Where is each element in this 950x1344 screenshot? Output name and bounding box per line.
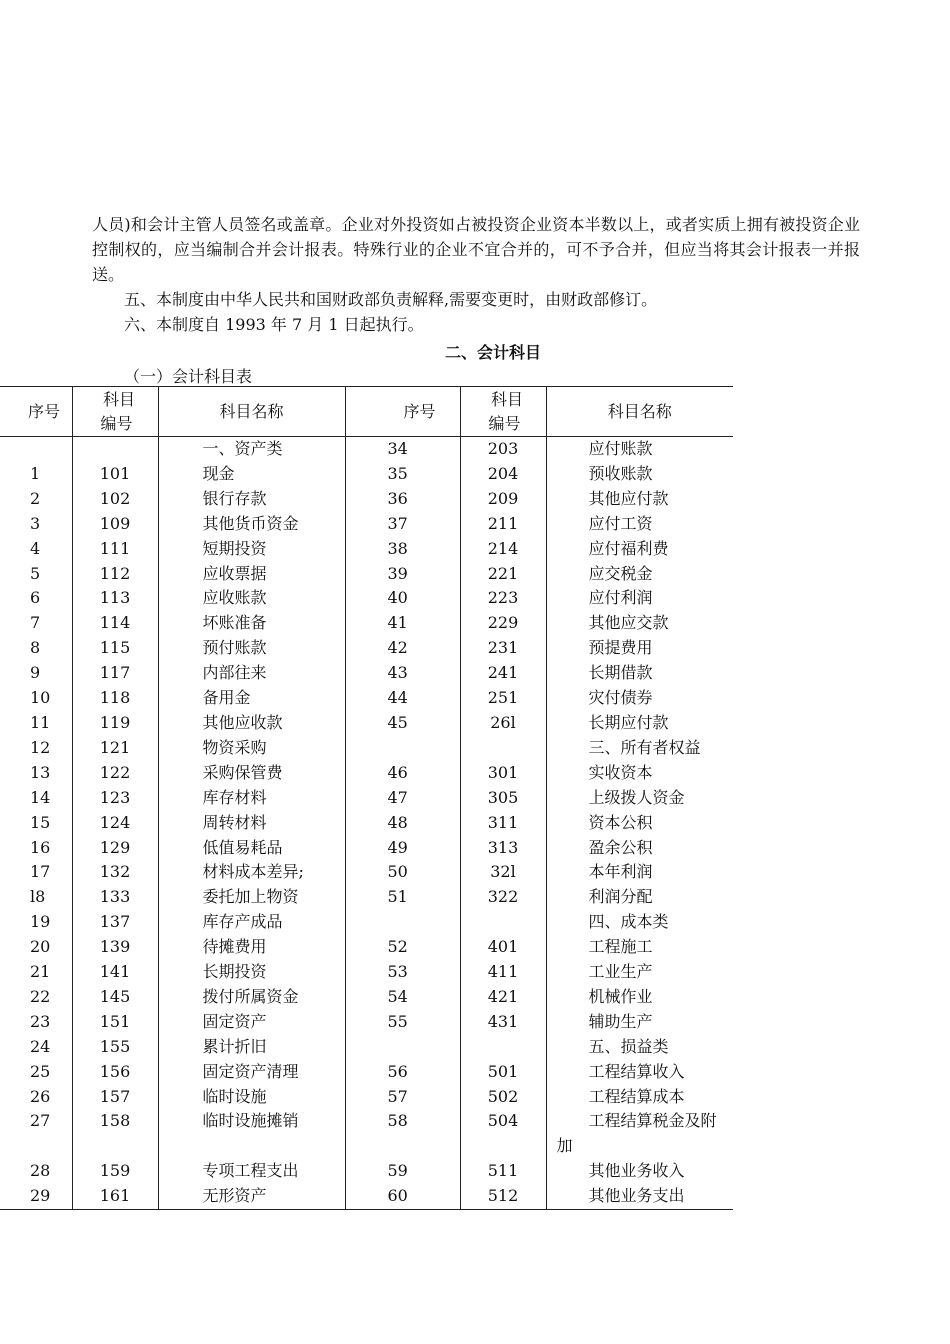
cell-code-2: 229 bbox=[460, 611, 546, 636]
cell-name: 坏账准备 bbox=[158, 611, 345, 636]
cell-seq-2: 51 bbox=[345, 885, 460, 910]
table-row bbox=[0, 1159, 733, 1184]
cell-code-2: 204 bbox=[460, 462, 546, 487]
cell-code: 109 bbox=[72, 512, 158, 537]
cell-name-2: 上级拨人资金 bbox=[546, 786, 733, 811]
cell-code-2: 26l bbox=[460, 711, 546, 736]
cell-name: 固定资产 bbox=[158, 1010, 345, 1035]
cell-seq-2: 40 bbox=[345, 586, 460, 611]
cell-seq-2: 47 bbox=[345, 786, 460, 811]
table-row bbox=[0, 1109, 733, 1159]
cell-seq: 20 bbox=[30, 937, 51, 957]
cell-seq: 27 bbox=[30, 1111, 51, 1131]
cell-code-2: 223 bbox=[460, 586, 546, 611]
cell-name-2: 机械作业 bbox=[546, 985, 733, 1010]
cell-name: 长期投资 bbox=[158, 960, 345, 985]
table-row bbox=[0, 686, 733, 711]
cell-code: 117 bbox=[72, 661, 158, 686]
cell-code: 159 bbox=[72, 1159, 158, 1184]
header-code-2 bbox=[460, 387, 546, 437]
cell-name: 采购保管费 bbox=[158, 761, 345, 786]
cell-code-2: 502 bbox=[460, 1085, 546, 1110]
cell-code: 124 bbox=[72, 811, 158, 836]
cell-code-2: 421 bbox=[460, 985, 546, 1010]
cell-name: 拨付所属资金 bbox=[158, 985, 345, 1010]
cell-name: 库存材料 bbox=[158, 786, 345, 811]
cell-name-2-line1: 工程结算税金及附 bbox=[588, 1111, 717, 1131]
cell-seq: 17 bbox=[30, 862, 51, 882]
cell-code-2: 411 bbox=[460, 960, 546, 985]
cell-seq-2 bbox=[345, 910, 460, 935]
cell-code bbox=[72, 437, 158, 462]
table-row bbox=[0, 761, 733, 786]
table-row bbox=[0, 786, 733, 811]
cell-code-2: 504 bbox=[460, 1109, 546, 1159]
cell-name-2: 灾付债券 bbox=[546, 686, 733, 711]
cell-seq: 19 bbox=[30, 912, 51, 932]
cell-code-2: 251 bbox=[460, 686, 546, 711]
cell-name: 待摊费用 bbox=[158, 935, 345, 960]
table-row bbox=[0, 736, 733, 761]
cell-name: 低值易耗品 bbox=[158, 836, 345, 861]
header-code2-line1: 科目 bbox=[490, 389, 523, 409]
cell-name: 委托加上物资 bbox=[158, 885, 345, 910]
body-paragraph-2: 五、本制度由中华人民共和国财政部负责解释,需要变更时，由财政部修订。 bbox=[124, 290, 658, 309]
cell-code: 156 bbox=[72, 1060, 158, 1085]
header-name: 科目名称 bbox=[158, 387, 345, 437]
cell-code-2: 313 bbox=[460, 836, 546, 861]
cell-name: 物资采购 bbox=[158, 736, 345, 761]
cell-code: 123 bbox=[72, 786, 158, 811]
cell-code: 155 bbox=[72, 1035, 158, 1060]
cell-code-2 bbox=[460, 736, 546, 761]
table-row bbox=[0, 512, 733, 537]
cell-code: 122 bbox=[72, 761, 158, 786]
cell-code: 145 bbox=[72, 985, 158, 1010]
cell-seq: 7 bbox=[30, 613, 41, 633]
cell-seq: 9 bbox=[30, 663, 41, 683]
table-row bbox=[0, 860, 733, 885]
cell-seq: 22 bbox=[30, 986, 51, 1006]
cell-name-2: 工程结算成本 bbox=[546, 1085, 733, 1110]
cell-seq: 24 bbox=[30, 1036, 51, 1056]
cell-code: 101 bbox=[72, 462, 158, 487]
cell-seq-2: 45 bbox=[345, 711, 460, 736]
table-row bbox=[0, 537, 733, 562]
cell-code-2: 311 bbox=[460, 811, 546, 836]
cell-code: 137 bbox=[72, 910, 158, 935]
table-caption: （一）会计科目表 bbox=[124, 367, 253, 386]
cell-code: 141 bbox=[72, 960, 158, 985]
cell-code-2: 209 bbox=[460, 487, 546, 512]
cell-name-2: 应付福利费 bbox=[546, 537, 733, 562]
cell-name: 应收票据 bbox=[158, 562, 345, 587]
cell-name-2: 应付账款 bbox=[546, 437, 733, 462]
cell-code-2: 431 bbox=[460, 1010, 546, 1035]
cell-seq-2: 41 bbox=[345, 611, 460, 636]
cell-code-2: 211 bbox=[460, 512, 546, 537]
cell-name-2: 工程施工 bbox=[546, 935, 733, 960]
table-row bbox=[0, 1035, 733, 1060]
table-row bbox=[0, 1085, 733, 1110]
cell-seq: 1 bbox=[30, 463, 41, 483]
cell-code: 102 bbox=[72, 487, 158, 512]
cell-code: 129 bbox=[72, 836, 158, 861]
cell-code: 118 bbox=[72, 686, 158, 711]
cell-seq: 14 bbox=[30, 787, 51, 807]
cell-name: 内部往来 bbox=[158, 661, 345, 686]
cell-name: 累计折旧 bbox=[158, 1035, 345, 1060]
header-code-line1: 科目 bbox=[102, 389, 135, 409]
table-header-row bbox=[0, 387, 733, 437]
cell-seq: 28 bbox=[30, 1161, 51, 1181]
cell-code: 151 bbox=[72, 1010, 158, 1035]
cell-seq: 16 bbox=[30, 837, 51, 857]
table-row bbox=[0, 885, 733, 910]
cell-seq-2: 36 bbox=[345, 487, 460, 512]
cell-code-2: 511 bbox=[460, 1159, 546, 1184]
cell-seq: 12 bbox=[30, 737, 51, 757]
table-row bbox=[0, 985, 733, 1010]
cell-seq-2: 57 bbox=[345, 1085, 460, 1110]
table-row bbox=[0, 611, 733, 636]
cell-code-2: 214 bbox=[460, 537, 546, 562]
cell-name-2: 三、所有者权益 bbox=[546, 736, 733, 761]
cell-name: 一、资产类 bbox=[158, 437, 345, 462]
cell-seq-2: 34 bbox=[345, 437, 460, 462]
cell-name-2: 预收账款 bbox=[546, 462, 733, 487]
cell-seq-2 bbox=[345, 736, 460, 761]
table-row bbox=[0, 836, 733, 861]
cell-code-2: 305 bbox=[460, 786, 546, 811]
cell-name: 现金 bbox=[158, 462, 345, 487]
cell-code: 132 bbox=[72, 860, 158, 885]
table-row bbox=[0, 487, 733, 512]
table-row bbox=[0, 1184, 733, 1209]
cell-name: 短期投资 bbox=[158, 537, 345, 562]
cell-code: 121 bbox=[72, 736, 158, 761]
cell-seq: 5 bbox=[30, 563, 41, 583]
cell-name-2-line2: 加 bbox=[556, 1136, 573, 1156]
section-title: 二、会计科目 bbox=[444, 343, 541, 362]
cell-seq-2: 39 bbox=[345, 562, 460, 587]
cell-name-2: 应交税金 bbox=[546, 562, 733, 587]
cell-name-2: 实收资本 bbox=[546, 761, 733, 786]
header-code2-line2: 编号 bbox=[488, 413, 521, 433]
cell-seq-2 bbox=[345, 1035, 460, 1060]
cell-name-2: 工程结算收入 bbox=[546, 1060, 733, 1085]
cell-name-2: 利润分配 bbox=[546, 885, 733, 910]
cell-name-2: 其他应交款 bbox=[546, 611, 733, 636]
cell-name-2: 长期应付款 bbox=[546, 711, 733, 736]
cell-seq-2: 35 bbox=[345, 462, 460, 487]
cell-seq-2: 56 bbox=[345, 1060, 460, 1085]
cell-seq-2: 48 bbox=[345, 811, 460, 836]
table-row bbox=[0, 910, 733, 935]
cell-name: 应收账款 bbox=[158, 586, 345, 611]
cell-seq-2: 58 bbox=[345, 1109, 460, 1159]
cell-seq-2: 52 bbox=[345, 935, 460, 960]
cell-code: 115 bbox=[72, 636, 158, 661]
header-name-2: 科目名称 bbox=[546, 387, 733, 437]
header-code-line2: 编号 bbox=[100, 413, 133, 433]
cell-code: 133 bbox=[72, 885, 158, 910]
cell-seq: l8 bbox=[30, 887, 46, 907]
table-row bbox=[0, 1060, 733, 1085]
cell-code-2: 322 bbox=[460, 885, 546, 910]
cell-seq: 4 bbox=[30, 538, 41, 558]
cell-name: 库存产成品 bbox=[158, 910, 345, 935]
cell-name-2: 应付利润 bbox=[546, 586, 733, 611]
cell-code: 161 bbox=[72, 1184, 158, 1209]
cell-seq: 11 bbox=[30, 712, 51, 732]
cell-seq: 25 bbox=[30, 1061, 51, 1081]
cell-seq: 6 bbox=[30, 588, 41, 608]
cell-name-2: 辅助生产 bbox=[546, 1010, 733, 1035]
cell-name: 无形资产 bbox=[158, 1184, 345, 1209]
table-row bbox=[0, 562, 733, 587]
cell-name-2: 其他业务收入 bbox=[546, 1159, 733, 1184]
cell-name: 专项工程支出 bbox=[158, 1159, 345, 1184]
cell-name-2: 预提费用 bbox=[546, 636, 733, 661]
table-row bbox=[0, 437, 733, 462]
cell-seq-2: 46 bbox=[345, 761, 460, 786]
cell-name: 银行存款 bbox=[158, 487, 345, 512]
cell-seq: 10 bbox=[30, 688, 51, 708]
cell-code-2: 401 bbox=[460, 935, 546, 960]
cell-seq-2: 38 bbox=[345, 537, 460, 562]
cell-name: 预付账款 bbox=[158, 636, 345, 661]
cell-name: 其他货币资金 bbox=[158, 512, 345, 537]
body-paragraph-3: 六、本制度自 1993 年 7 月 1 日起执行。 bbox=[124, 315, 424, 334]
table-row bbox=[0, 586, 733, 611]
cell-seq-2: 54 bbox=[345, 985, 460, 1010]
cell-code: 157 bbox=[72, 1085, 158, 1110]
cell-code: 111 bbox=[72, 537, 158, 562]
cell-code-2: 203 bbox=[460, 437, 546, 462]
cell-name: 临时设施摊销 bbox=[158, 1109, 345, 1159]
cell-seq: 26 bbox=[30, 1086, 51, 1106]
cell-name-2: 其他应付款 bbox=[546, 487, 733, 512]
cell-seq-2: 42 bbox=[345, 636, 460, 661]
cell-code-2: 501 bbox=[460, 1060, 546, 1085]
cell-seq-2: 49 bbox=[345, 836, 460, 861]
cell-name-2: 长期借款 bbox=[546, 661, 733, 686]
cell-seq-2: 60 bbox=[345, 1184, 460, 1209]
table-row bbox=[0, 711, 733, 736]
cell-code-2: 241 bbox=[460, 661, 546, 686]
cell-code: 114 bbox=[72, 611, 158, 636]
cell-name-2: 四、成本类 bbox=[546, 910, 733, 935]
cell-code: 119 bbox=[72, 711, 158, 736]
cell-name-2 bbox=[546, 1109, 733, 1159]
cell-code: 112 bbox=[72, 562, 158, 587]
cell-seq: 15 bbox=[30, 812, 51, 832]
table-row bbox=[0, 661, 733, 686]
cell-seq-2: 59 bbox=[345, 1159, 460, 1184]
table-row bbox=[0, 811, 733, 836]
cell-seq: 2 bbox=[30, 488, 41, 508]
header-seq: 序号 bbox=[0, 387, 72, 437]
cell-seq bbox=[0, 437, 72, 462]
header-code bbox=[72, 387, 158, 437]
cell-code-2: 512 bbox=[460, 1184, 546, 1209]
cell-code-2: 231 bbox=[460, 636, 546, 661]
cell-name: 临时设施 bbox=[158, 1085, 345, 1110]
cell-name-2: 资本公积 bbox=[546, 811, 733, 836]
cell-name: 材料成本差异; bbox=[158, 860, 345, 885]
cell-name-2: 五、损益类 bbox=[546, 1035, 733, 1060]
cell-seq-2: 55 bbox=[345, 1010, 460, 1035]
cell-name: 固定资产清理 bbox=[158, 1060, 345, 1085]
cell-seq-2: 50 bbox=[345, 860, 460, 885]
body-paragraph-1: 人员)和会计主管人员签名或盖章。企业对外投资如占被投资企业资本半数以上，或者实质上拥有被投资企业控制权的，应当编制合并会计报表。特殊行业的企业不宜合并的，可不予合并，但应当将其会计报表一并报送。 bbox=[92, 215, 860, 284]
cell-name-2: 应付工资 bbox=[546, 512, 733, 537]
cell-name: 其他应收款 bbox=[158, 711, 345, 736]
cell-seq-2: 43 bbox=[345, 661, 460, 686]
cell-seq: 23 bbox=[30, 1011, 51, 1031]
cell-name-2: 工业生产 bbox=[546, 960, 733, 985]
cell-seq-2: 37 bbox=[345, 512, 460, 537]
table-row bbox=[0, 462, 733, 487]
cell-seq: 13 bbox=[30, 762, 51, 782]
cell-seq: 3 bbox=[30, 513, 41, 533]
cell-code: 158 bbox=[72, 1109, 158, 1159]
cell-seq: 21 bbox=[30, 962, 51, 982]
cell-code-2: 301 bbox=[460, 761, 546, 786]
cell-name-2: 其他业务支出 bbox=[546, 1184, 733, 1209]
cell-seq: 8 bbox=[30, 638, 41, 658]
table-row bbox=[0, 636, 733, 661]
cell-code: 113 bbox=[72, 586, 158, 611]
cell-name-2: 盈余公积 bbox=[546, 836, 733, 861]
cell-code-2: 221 bbox=[460, 562, 546, 587]
table-row bbox=[0, 1010, 733, 1035]
cell-seq-2: 44 bbox=[345, 686, 460, 711]
header-seq-2: 序号 bbox=[345, 387, 460, 437]
cell-code-2: 32l bbox=[460, 860, 546, 885]
cell-seq: 29 bbox=[0, 1184, 72, 1209]
table-body bbox=[0, 437, 733, 1210]
cell-code-2 bbox=[460, 910, 546, 935]
table-row bbox=[0, 960, 733, 985]
cell-code-2 bbox=[460, 1035, 546, 1060]
account-subject-table bbox=[0, 386, 733, 1210]
cell-name-2: 本年利润 bbox=[546, 860, 733, 885]
cell-code: 139 bbox=[72, 935, 158, 960]
cell-name: 周转材料 bbox=[158, 811, 345, 836]
cell-seq-2: 53 bbox=[345, 960, 460, 985]
table-row bbox=[0, 935, 733, 960]
cell-name: 备用金 bbox=[158, 686, 345, 711]
